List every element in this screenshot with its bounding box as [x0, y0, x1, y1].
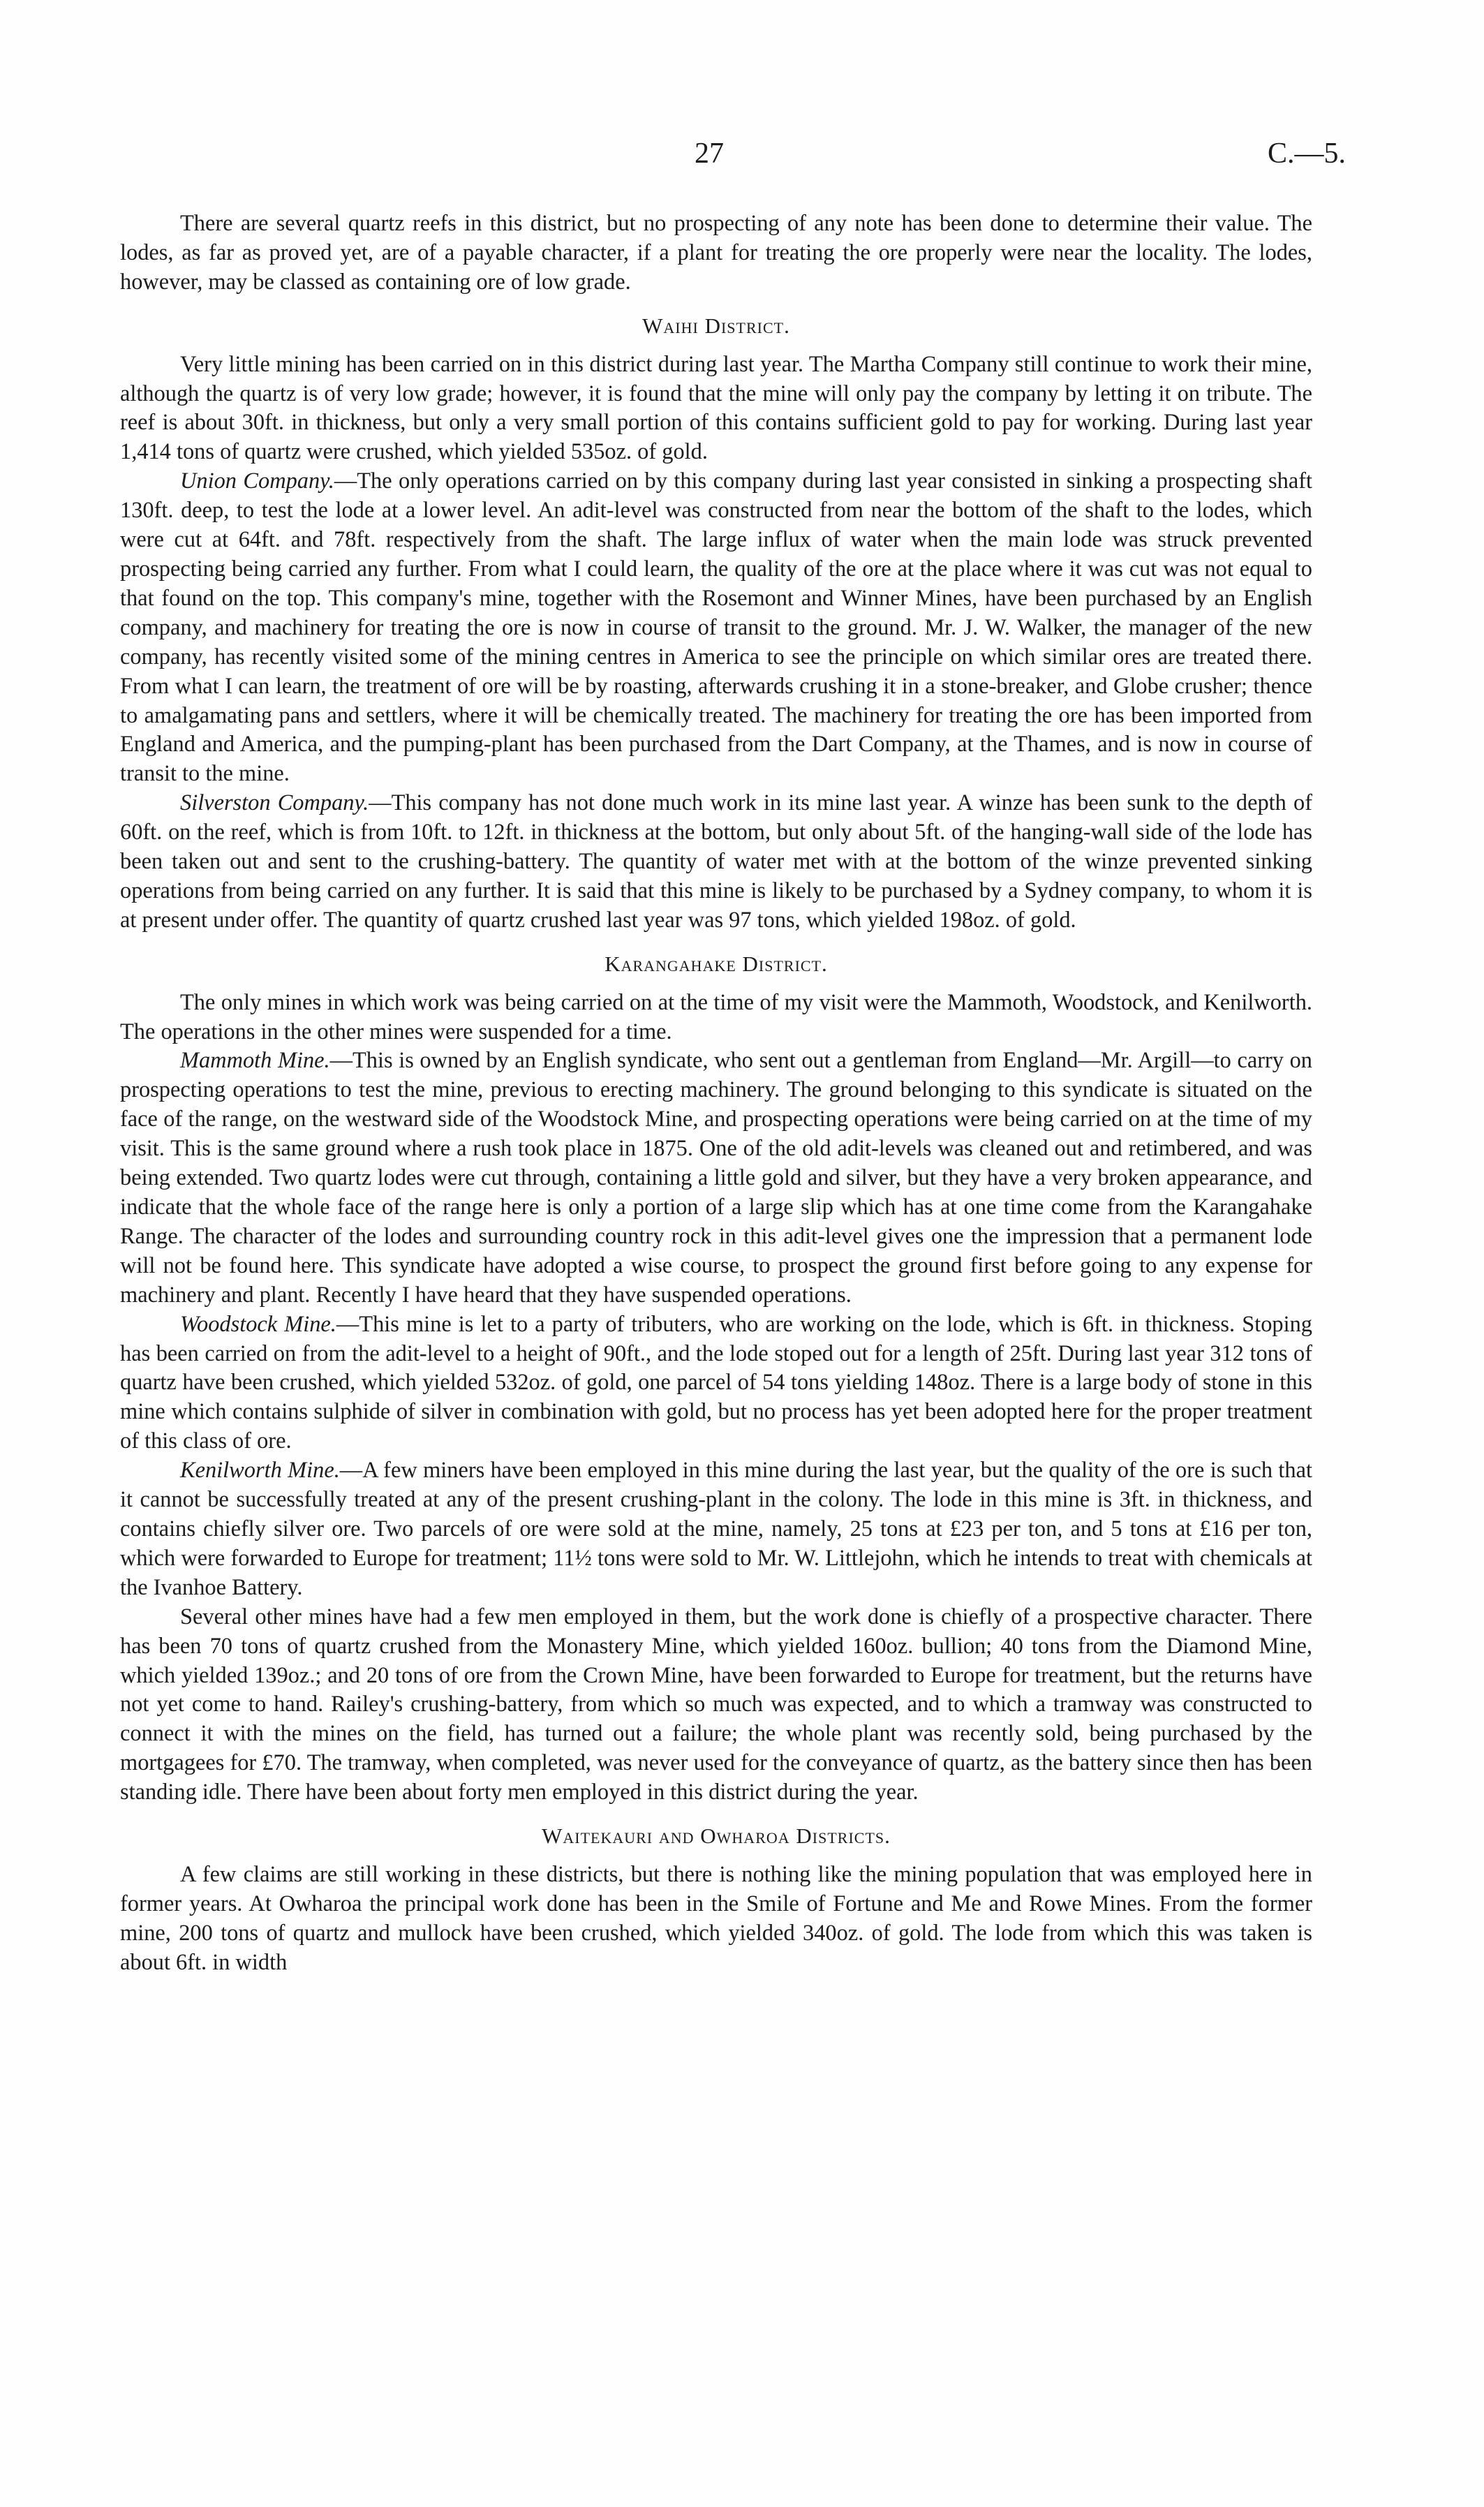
waihi-paragraph: Very little mining has been carried on in this district during last year. The Martha Company still continue to work their mine, although the quartz is of very low grade; however, it is found that the mine will only pay the company by letting it on tribute. The reef is about 30ft. in thickness, but only a very small portion of this contains sufficient gold to pay for working. During last year 1,414 tons of quartz were crushed, which yielded 535oz. of gold. [120, 351, 1312, 465]
woodstock-mine-title: Woodstock Mine. [180, 1311, 336, 1337]
section-heading-karangahake: Karangahake District. [604, 951, 828, 976]
silverston-company-title: Silverston Company. [180, 790, 369, 816]
mammoth-mine-title: Mammoth Mine. [180, 1048, 330, 1074]
page-header [0, 137, 1484, 179]
intro-paragraph: There are several quartz reefs in this district, but no prospecting of any note has been done to determine their value. The lodes, as far as proved yet, are of a payable character, if a plant for treating the ore properly were near the locality. The lodes, however, may be classed as containing ore of low grade. [120, 211, 1312, 295]
karangahake-paragraph: The only mines in which work was being carried on at the time of my visit were the Mammoth, Woodstock, and Kenilworth. The operations in the other mines were suspended for a time. [120, 989, 1312, 1044]
section-heading-waihi: Waihi District. [642, 313, 790, 338]
union-company-paragraph [120, 467, 1312, 789]
other-mines-paragraph: Several other mines have had a few men employed in them, but the work done is chiefly of a prospective character. There has been 70 tons of quartz crushed from the Monastery Mine, which yielded 160oz. bullion; 40 tons from the Diamond Mine, which yielded 139oz.; and 20 tons of ore from the Crown Mine, have been forwarded to Europe for treatment, but the returns have not yet come to hand. Railey's crushing-battery, from which so much was expected, and to which a tramway was constructed to connect it with the mines on the field, has turned out a failure; the whole plant was recently sold, being purchased by the mortgagees for £70. The tramway, when completed, was never used for the conveyance of quartz, as the battery since then has been standing idle. There have been about forty men employed in this district during the year. [120, 1604, 1312, 1805]
document-reference: C.—5. [1267, 138, 1346, 170]
body-text [120, 209, 1312, 1978]
kenilworth-mine-title: Kenilworth Mine. [180, 1458, 340, 1484]
waitekauri-paragraph: A few claims are still working in these districts, but there is nothing like the mining population that was employed here in former years. At Owharoa the principal work done has been in the Smile of Fortune and Me and Rowe Mines. From the former mine, 200 tons of quartz and mullock have been crushed, which yielded 340oz. of gold. The lode from which this was taken is about 6ft. in width [120, 1861, 1312, 1975]
silverston-company-paragraph [120, 789, 1312, 935]
kenilworth-mine-text: —A few miners have been employed in this mine during the last year, but the quality of the ore is such that it cannot be successfully treated at any of the present crushing-plant in the colony. The lode in this mine is 3ft. in thickness, and contains chiefly silver ore. Two parcels of ore were sold at the mine, namely, 25 tons at £23 per ton, and 5 tons at £16 per ton, which were forwarded to Europe for treatment; 11½ tons were sold to Mr. W. Littlejohn, which he intends to treat with chemicals at the Ivanhoe Battery. [120, 1458, 1312, 1600]
mammoth-mine-text: —This is owned by an English syndicate, who sent out a gentleman from England—Mr. Argill—to carry on prospecting operations to test the mine, previous to erecting machinery. The ground belonging to this syndicate is situated on the face of the range, on the westward side of the Woodstock Mine, and prospecting operations were being carried on at the time of my visit. This is the same ground where a rush took place in 1875. One of the old adit-levels was cleaned out and retimbered, and was being extended. Two quartz lodes were cut through, containing a little gold and silver, but they have a very broken appearance, and indicate that the whole face of the range here is only a portion of a large slip which has at one time come from the Karangahake Range. The character of the lodes and surrounding country rock in this adit-level gives one the impression that a permanent lode will not be found here. This syndicate have adopted a wise course, to prospect the ground first before going to any expense for machinery and plant. Recently I have heard that they have suspended operations. [120, 1048, 1313, 1308]
woodstock-mine-text: —This mine is let to a party of tributers, who are working on the lode, which is 6ft. in thickness. Stoping has been carried on from the adit-level to a height of 90ft., and the lode stoped out for a length of 25ft. During last year 312 tons of quartz have been crushed, which yielded 532oz. of gold, one parcel of 54 tons yielding 148oz. There is a large body of stone in this mine which contains sulphide of silver in combination with gold, but no process has yet been adopted here for the proper treatment of this class of ore. [120, 1311, 1312, 1454]
silverston-company-text: —This company has not done much work in its mine last year. A winze has been sunk to the depth of 60ft. on the reef, which is from 10ft. to 12ft. in thickness at the bottom, but only about 5ft. of the hanging-wall side of the lode has been taken out and sent to the crushing-battery. The quantity of water met with at the bottom of the winze prevented sinking operations from being carried on any further. It is said that this mine is likely to be purchased by a Sydney company, to whom it is at present under offer. The quantity of quartz crushed last year was 97 tons, which yielded 198oz. of gold. [120, 790, 1312, 933]
mammoth-mine-paragraph [120, 1047, 1312, 1310]
section-heading-waitekauri-owharoa: Waitekauri and Owharoa Districts. [542, 1824, 891, 1849]
union-company-text: —The only operations carried on by this company during last year consisted in sinking a prospecting shaft 130ft. deep, to test the lode at a lower level. An adit-level was constructed from near the bottom of the shaft to the lodes, which were cut at 64ft. and 78ft. respectively from the shaft. The large influx of water when the main lode was struck prevented prospecting being carried any further. From what I could learn, the quality of the ore at the place where it was cut was not equal to that found on the top. This company's mine, together with the Rosemont and Winner Mines, have been purchased by an English company, and machinery for treating the ore is now in course of transit to the ground. Mr. J. W. Walker, the manager of the new company, has recently visited some of the mining centres in America to see the principle on which similar ores are treated there. From what I can learn, the treatment of ore will be by roasting, afterwards crushing it in a stone-breaker, and Globe crusher; thence to amalgamating pans and settlers, where it will be chemically treated. The machinery for treating the ore has been imported from England and America, and the pumping-plant has been purchased from the Dart Company, at the Thames, and is now in course of transit to the mine. [120, 468, 1312, 787]
woodstock-mine-paragraph [120, 1310, 1312, 1457]
page-number: 27 [695, 138, 724, 170]
union-company-title: Union Company. [180, 468, 334, 494]
kenilworth-mine-paragraph [120, 1456, 1312, 1603]
